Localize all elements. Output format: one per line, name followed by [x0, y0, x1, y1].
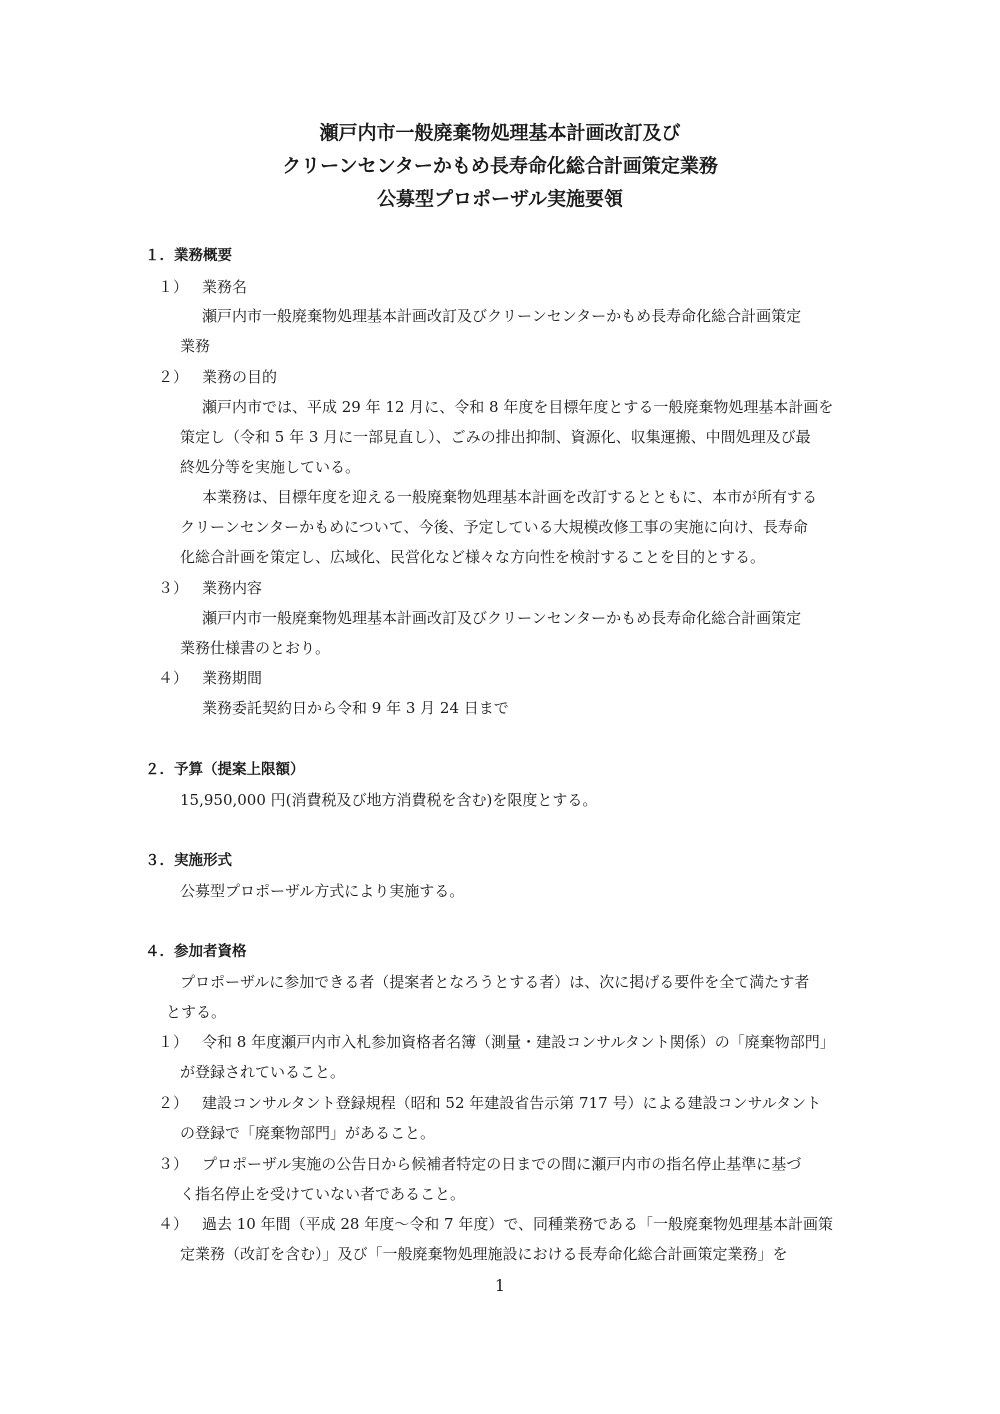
- paragraph-line: プロポーザル実施の公告日から候補者特定の日までの間に瀬戸内市の指名停止基準に基づ: [202, 1155, 802, 1173]
- paragraph-line: 過去 10 年間（平成 28 年度～令和 7 年度）で、同種業務である「一般廃棄物処理基本計画策: [202, 1215, 834, 1233]
- section-3-heading: ３．実施形式: [145, 853, 232, 869]
- section-1-heading: １．業務概要: [145, 248, 232, 264]
- item-number: ４）: [158, 1215, 189, 1233]
- item-heading: 業務名: [202, 278, 248, 296]
- document-title-line-1: 瀬戸内市一般廃棄物処理基本計画改訂及び: [319, 122, 681, 144]
- paragraph-line: 業務委託契約日から令和 9 年 3 月 24 日まで: [202, 699, 509, 717]
- paragraph-line: 業務: [180, 337, 211, 355]
- document-title-line-2: クリーンセンターかもめ長寿命化総合計画策定業務: [282, 155, 718, 177]
- item-heading: 業務の目的: [202, 368, 278, 386]
- paragraph-line: 瀬戸内市では、平成 29 年 12 月に、令和 8 年度を目標年度とする一般廃棄物処理基本計画を: [202, 398, 834, 416]
- paragraph-line: 本業務は、目標年度を迎える一般廃棄物処理基本計画を改訂するとともに、本市が所有する: [202, 488, 818, 506]
- paragraph-line: クリーンセンターかもめについて、今後、予定している大規模改修工事の実施に向け、長寿命: [180, 518, 808, 536]
- item-number: ４）: [158, 669, 189, 687]
- item-heading: 業務内容: [202, 579, 263, 597]
- item-number: １）: [158, 1033, 189, 1051]
- paragraph-line: 終処分等を実施している。: [180, 458, 361, 476]
- item-number: ３）: [158, 1155, 189, 1173]
- paragraph-line: 瀬戸内市一般廃棄物処理基本計画改訂及びクリーンセンターかもめ長寿命化総合計画策定: [202, 609, 802, 627]
- page-number: 1: [494, 1276, 506, 1295]
- paragraph-line: 化総合計画を策定し、広域化、民営化など様々な方向性を検討することを目的とする。: [180, 548, 766, 566]
- item-number: １）: [158, 278, 189, 296]
- paragraph-line: 瀬戸内市一般廃棄物処理基本計画改訂及びクリーンセンターかもめ長寿命化総合計画策定: [202, 307, 802, 325]
- paragraph-line: 15,950,000 円(消費税及び地方消費税を含む)を限度とする。: [180, 791, 598, 809]
- document-title-line-3: 公募型プロポーザル実施要領: [376, 188, 624, 210]
- paragraph-line: 建設コンサルタント登録規程（昭和 52 年建設省告示第 717 号）による建設コンサルタント: [202, 1094, 822, 1112]
- item-number: ３）: [158, 579, 189, 597]
- section-4-heading: ４．参加者資格: [145, 944, 247, 960]
- paragraph-line: の登録で「廃棄物部門」があること。: [180, 1124, 436, 1142]
- paragraph-line: が登録されていること。: [180, 1063, 346, 1081]
- paragraph-line: 業務仕様書のとおり。: [180, 639, 331, 657]
- paragraph-line: 公募型プロポーザル方式により実施する。: [180, 882, 465, 900]
- item-number: ２）: [158, 368, 189, 386]
- paragraph-line: 定業務（改訂を含む）」及び「一般廃棄物処理施設における長寿命化総合計画策定業務」を: [180, 1245, 788, 1263]
- paragraph-line: 策定し（令和 5 年 3 月に一部見直し）、ごみの排出抑制、資源化、収集運搬、中間処理及び最: [180, 428, 811, 446]
- paragraph-line: とする。: [166, 1003, 227, 1021]
- paragraph-line: く指名停止を受けていない者であること。: [180, 1185, 466, 1203]
- section-2-heading: ２．予算（提案上限額）: [145, 762, 305, 778]
- paragraph-line: プロポーザルに参加できる者（提案者となろうとする者）は、次に掲げる要件を全て満たす者: [180, 973, 810, 991]
- paragraph-line: 令和 8 年度瀬戸内市入札参加資格者名簿（測量・建設コンサルタント関係）の「廃棄物部門」: [202, 1033, 835, 1051]
- item-heading: 業務期間: [202, 669, 263, 687]
- item-number: ２）: [158, 1094, 189, 1112]
